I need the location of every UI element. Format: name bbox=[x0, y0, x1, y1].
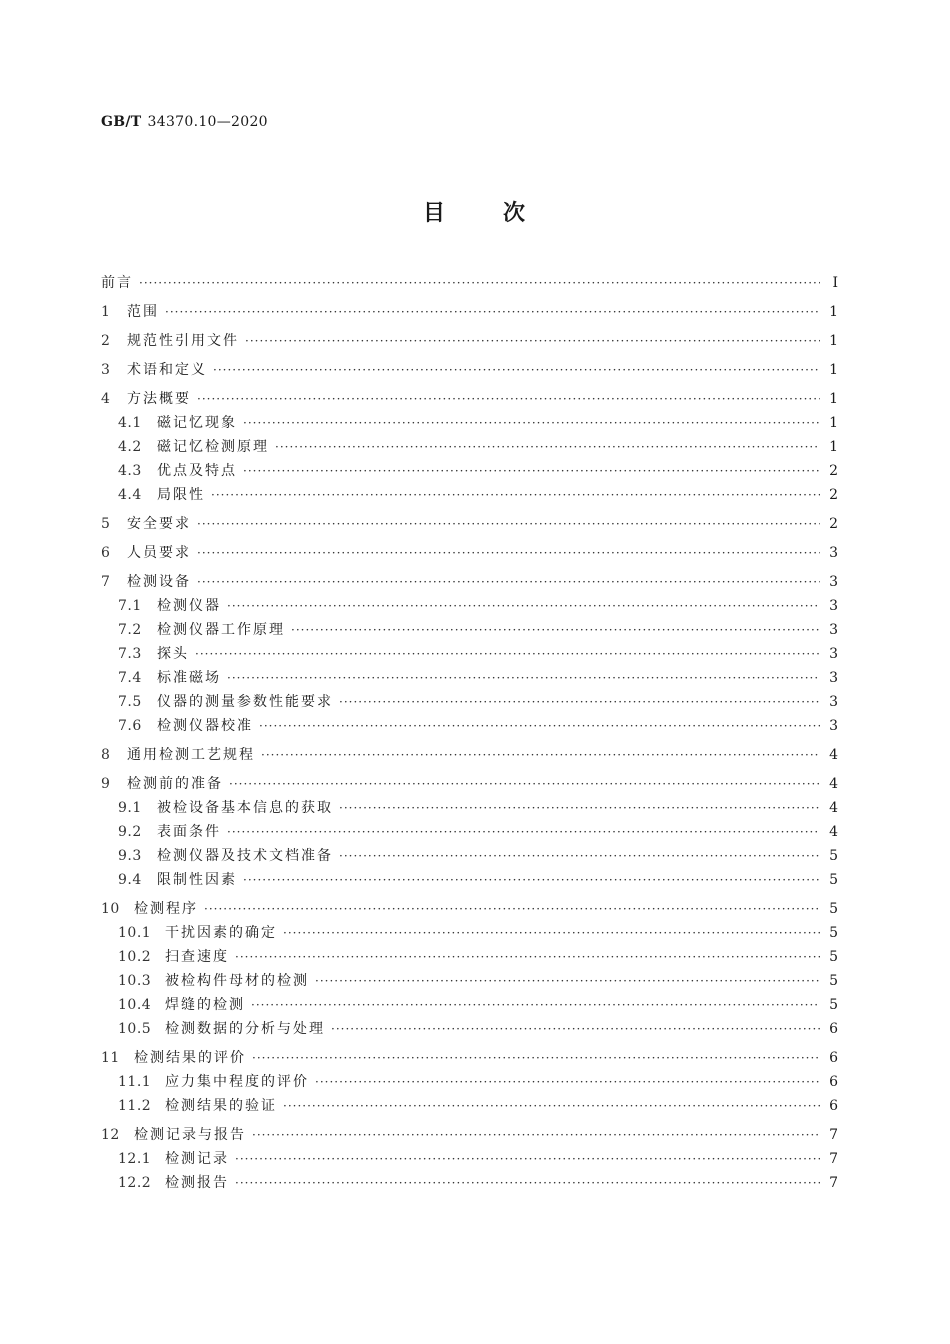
table-of-contents bbox=[101, 272, 838, 1196]
toc-entry[interactable] bbox=[101, 845, 838, 869]
toc-leader-dots bbox=[261, 748, 820, 762]
toc-entry[interactable] bbox=[101, 1095, 838, 1119]
toc-leader-dots bbox=[235, 1152, 820, 1166]
toc-leader-dots bbox=[204, 902, 820, 916]
standard-code bbox=[101, 114, 268, 130]
toc-entry-page: 4 bbox=[829, 800, 838, 816]
toc-entry-number: 8 bbox=[101, 747, 111, 763]
toc-entry-page: 1 bbox=[829, 362, 838, 378]
toc-entry-title: 检测前的准备 bbox=[127, 776, 223, 792]
toc-entry[interactable] bbox=[101, 994, 838, 1018]
toc-entry-page: 1 bbox=[829, 391, 838, 407]
toc-leader-dots bbox=[197, 546, 820, 560]
toc-entry-title: 焊缝的检测 bbox=[165, 997, 245, 1013]
toc-leader-dots bbox=[339, 849, 820, 863]
toc-entry-page: 1 bbox=[829, 333, 838, 349]
toc-entry-page: 3 bbox=[829, 545, 838, 561]
toc-entry[interactable] bbox=[101, 821, 838, 845]
toc-entry-title: 局限性 bbox=[157, 487, 205, 503]
toc-entry[interactable] bbox=[101, 484, 838, 508]
toc-leader-dots bbox=[245, 334, 820, 348]
toc-entry-title: 检测记录与报告 bbox=[134, 1127, 246, 1143]
toc-leader-dots bbox=[252, 1128, 820, 1142]
toc-entry[interactable] bbox=[101, 542, 838, 566]
toc-entry-number: 7.1 bbox=[118, 598, 142, 614]
toc-leader-dots bbox=[227, 671, 820, 685]
toc-leader-dots bbox=[315, 1075, 820, 1089]
toc-entry[interactable] bbox=[101, 1172, 838, 1196]
page-title-right: 次 bbox=[503, 200, 528, 226]
toc-entry-title: 表面条件 bbox=[157, 824, 221, 840]
toc-entry-page: 1 bbox=[829, 415, 838, 431]
toc-entry-title: 检测结果的评价 bbox=[134, 1050, 246, 1066]
toc-entry-page: 5 bbox=[829, 848, 838, 864]
toc-entry-page: 3 bbox=[829, 646, 838, 662]
toc-entry[interactable] bbox=[101, 436, 838, 460]
toc-entry[interactable] bbox=[101, 460, 838, 484]
toc-entry-number: 10.1 bbox=[118, 925, 152, 941]
toc-leader-dots bbox=[211, 488, 820, 502]
toc-leader-dots bbox=[235, 950, 820, 964]
toc-entry-number: 7.5 bbox=[118, 694, 142, 710]
toc-entry-number: 6 bbox=[101, 545, 111, 561]
toc-entry-number: 9.4 bbox=[118, 872, 142, 888]
toc-entry-title: 优点及特点 bbox=[157, 463, 237, 479]
toc-entry-title: 扫查速度 bbox=[165, 949, 229, 965]
toc-entry-number: 12.2 bbox=[118, 1175, 152, 1191]
toc-entry-page: 3 bbox=[829, 718, 838, 734]
toc-leader-dots bbox=[243, 416, 820, 430]
toc-leader-dots bbox=[275, 440, 820, 454]
toc-entry[interactable] bbox=[101, 1124, 838, 1148]
toc-entry-number: 4.4 bbox=[118, 487, 142, 503]
toc-leader-dots bbox=[197, 392, 820, 406]
toc-entry-number: 2 bbox=[101, 333, 111, 349]
toc-leader-dots bbox=[139, 276, 820, 290]
toc-entry[interactable] bbox=[101, 412, 838, 436]
toc-entry-page: 6 bbox=[829, 1050, 838, 1066]
toc-entry-title: 范围 bbox=[127, 304, 159, 320]
toc-entry-page: 1 bbox=[829, 439, 838, 455]
toc-entry-title: 应力集中程度的评价 bbox=[165, 1074, 309, 1090]
toc-entry-title: 人员要求 bbox=[127, 545, 191, 561]
toc-entry-title: 标准磁场 bbox=[157, 670, 221, 686]
toc-entry[interactable] bbox=[101, 691, 838, 715]
toc-entry[interactable] bbox=[101, 272, 838, 296]
toc-entry-title: 检测结果的验证 bbox=[165, 1098, 277, 1114]
toc-entry[interactable] bbox=[101, 970, 838, 994]
toc-entry-page: 5 bbox=[829, 949, 838, 965]
toc-entry-title: 检测仪器 bbox=[157, 598, 221, 614]
toc-entry-page: 3 bbox=[829, 574, 838, 590]
toc-entry[interactable] bbox=[101, 797, 838, 821]
toc-entry[interactable] bbox=[101, 898, 838, 922]
toc-leader-dots bbox=[227, 599, 820, 613]
toc-entry-title: 通用检测工艺规程 bbox=[127, 747, 255, 763]
toc-entry-number: 7.6 bbox=[118, 718, 142, 734]
toc-entry[interactable] bbox=[101, 513, 838, 537]
toc-entry-page: 3 bbox=[829, 598, 838, 614]
standard-code-prefix: GB/T bbox=[101, 114, 142, 130]
toc-entry-number: 10 bbox=[101, 901, 120, 917]
toc-entry-title: 规范性引用文件 bbox=[127, 333, 239, 349]
toc-entry-title: 磁记忆现象 bbox=[157, 415, 237, 431]
toc-leader-dots bbox=[283, 926, 820, 940]
toc-entry-page: 5 bbox=[829, 997, 838, 1013]
toc-entry-title: 检测仪器及技术文档准备 bbox=[157, 848, 333, 864]
toc-entry-page: 4 bbox=[829, 776, 838, 792]
toc-entry[interactable] bbox=[101, 922, 838, 946]
toc-entry-number: 4.3 bbox=[118, 463, 142, 479]
toc-leader-dots bbox=[291, 623, 820, 637]
toc-entry-page: 2 bbox=[829, 516, 838, 532]
toc-leader-dots bbox=[283, 1099, 820, 1113]
toc-entry[interactable] bbox=[101, 869, 838, 893]
toc-entry-number: 1 bbox=[101, 304, 111, 320]
toc-entry[interactable] bbox=[101, 388, 838, 412]
toc-entry-page: 2 bbox=[829, 463, 838, 479]
toc-leader-dots bbox=[213, 363, 820, 377]
toc-leader-dots bbox=[197, 575, 820, 589]
toc-entry[interactable] bbox=[101, 715, 838, 739]
toc-entry[interactable] bbox=[101, 643, 838, 667]
toc-entry[interactable] bbox=[101, 773, 838, 797]
toc-entry-page: 7 bbox=[829, 1127, 838, 1143]
toc-entry-number: 7.3 bbox=[118, 646, 142, 662]
toc-entry-number: 9.2 bbox=[118, 824, 142, 840]
toc-entry-page: 6 bbox=[829, 1074, 838, 1090]
toc-entry-title: 限制性因素 bbox=[157, 872, 237, 888]
toc-entry[interactable] bbox=[101, 1018, 838, 1042]
toc-entry-number: 4.2 bbox=[118, 439, 142, 455]
toc-entry-page: 1 bbox=[829, 304, 838, 320]
toc-entry-title: 检测程序 bbox=[134, 901, 198, 917]
toc-entry[interactable] bbox=[101, 619, 838, 643]
toc-entry-page: 3 bbox=[829, 622, 838, 638]
toc-entry-number: 4 bbox=[101, 391, 111, 407]
toc-leader-dots bbox=[259, 719, 820, 733]
toc-entry-number: 3 bbox=[101, 362, 111, 378]
toc-entry-page: 3 bbox=[829, 670, 838, 686]
toc-entry-page: 5 bbox=[829, 872, 838, 888]
toc-entry-number: 7.4 bbox=[118, 670, 142, 686]
toc-entry-title: 前言 bbox=[101, 275, 133, 291]
toc-entry-page: 5 bbox=[829, 973, 838, 989]
toc-entry-page: 5 bbox=[829, 925, 838, 941]
toc-leader-dots bbox=[251, 998, 820, 1012]
toc-entry-title: 检测报告 bbox=[165, 1175, 229, 1191]
toc-leader-dots bbox=[197, 517, 820, 531]
toc-entry-number: 7.2 bbox=[118, 622, 142, 638]
toc-leader-dots bbox=[235, 1176, 820, 1190]
toc-leader-dots bbox=[227, 825, 820, 839]
toc-leader-dots bbox=[229, 777, 820, 791]
toc-entry-title: 方法概要 bbox=[127, 391, 191, 407]
toc-entry-page: 7 bbox=[829, 1151, 838, 1167]
toc-entry-title: 被检设备基本信息的获取 bbox=[157, 800, 333, 816]
toc-leader-dots bbox=[331, 1022, 820, 1036]
toc-entry-number: 12 bbox=[101, 1127, 120, 1143]
toc-entry-title: 探头 bbox=[157, 646, 189, 662]
toc-entry-page: 4 bbox=[829, 747, 838, 763]
toc-entry-title: 干扰因素的确定 bbox=[165, 925, 277, 941]
toc-entry-number: 12.1 bbox=[118, 1151, 152, 1167]
toc-entry-number: 10.4 bbox=[118, 997, 152, 1013]
toc-entry-number: 9.3 bbox=[118, 848, 142, 864]
toc-entry-title: 安全要求 bbox=[127, 516, 191, 532]
toc-leader-dots bbox=[252, 1051, 820, 1065]
toc-entry-title: 仪器的测量参数性能要求 bbox=[157, 694, 333, 710]
toc-entry[interactable] bbox=[101, 1071, 838, 1095]
toc-entry-title: 检测记录 bbox=[165, 1151, 229, 1167]
toc-entry-number: 4.1 bbox=[118, 415, 142, 431]
toc-entry-number: 11.2 bbox=[118, 1098, 152, 1114]
toc-entry[interactable] bbox=[101, 359, 838, 383]
toc-entry-page: 5 bbox=[829, 901, 838, 917]
toc-entry-number: 9.1 bbox=[118, 800, 142, 816]
toc-entry[interactable] bbox=[101, 1047, 838, 1071]
toc-entry-number: 11 bbox=[101, 1050, 120, 1066]
toc-entry-title: 被检构件母材的检测 bbox=[165, 973, 309, 989]
toc-entry-page: 4 bbox=[829, 824, 838, 840]
toc-leader-dots bbox=[165, 305, 820, 319]
standard-code-number: 34370.10—2020 bbox=[147, 114, 268, 130]
toc-leader-dots bbox=[339, 801, 820, 815]
toc-entry[interactable] bbox=[101, 301, 838, 325]
toc-entry-page: I bbox=[832, 275, 838, 291]
toc-entry-number: 10.2 bbox=[118, 949, 152, 965]
toc-leader-dots bbox=[315, 974, 820, 988]
toc-entry-number: 5 bbox=[101, 516, 111, 532]
toc-entry-page: 6 bbox=[829, 1098, 838, 1114]
toc-entry-title: 磁记忆检测原理 bbox=[157, 439, 269, 455]
toc-entry[interactable] bbox=[101, 946, 838, 970]
toc-entry-number: 10.5 bbox=[118, 1021, 152, 1037]
toc-entry-title: 术语和定义 bbox=[127, 362, 207, 378]
page-title bbox=[0, 196, 950, 227]
toc-entry-title: 检测仪器校准 bbox=[157, 718, 253, 734]
toc-entry[interactable] bbox=[101, 595, 838, 619]
toc-entry-title: 检测设备 bbox=[127, 574, 191, 590]
toc-entry-number: 10.3 bbox=[118, 973, 152, 989]
toc-entry-number: 7 bbox=[101, 574, 111, 590]
toc-entry-number: 9 bbox=[101, 776, 111, 792]
toc-entry[interactable] bbox=[101, 744, 838, 768]
toc-leader-dots bbox=[243, 873, 820, 887]
toc-entry-page: 6 bbox=[829, 1021, 838, 1037]
toc-entry-title: 检测数据的分析与处理 bbox=[165, 1021, 325, 1037]
toc-entry[interactable] bbox=[101, 667, 838, 691]
toc-leader-dots bbox=[195, 647, 820, 661]
toc-entry[interactable] bbox=[101, 571, 838, 595]
toc-entry-page: 2 bbox=[829, 487, 838, 503]
toc-leader-dots bbox=[243, 464, 820, 478]
toc-entry-page: 3 bbox=[829, 694, 838, 710]
page-title-left: 目 bbox=[422, 200, 447, 226]
toc-entry[interactable] bbox=[101, 1148, 838, 1172]
toc-entry-page: 7 bbox=[829, 1175, 838, 1191]
toc-entry-number: 11.1 bbox=[118, 1074, 152, 1090]
toc-leader-dots bbox=[339, 695, 820, 709]
toc-entry-title: 检测仪器工作原理 bbox=[157, 622, 285, 638]
toc-entry[interactable] bbox=[101, 330, 838, 354]
